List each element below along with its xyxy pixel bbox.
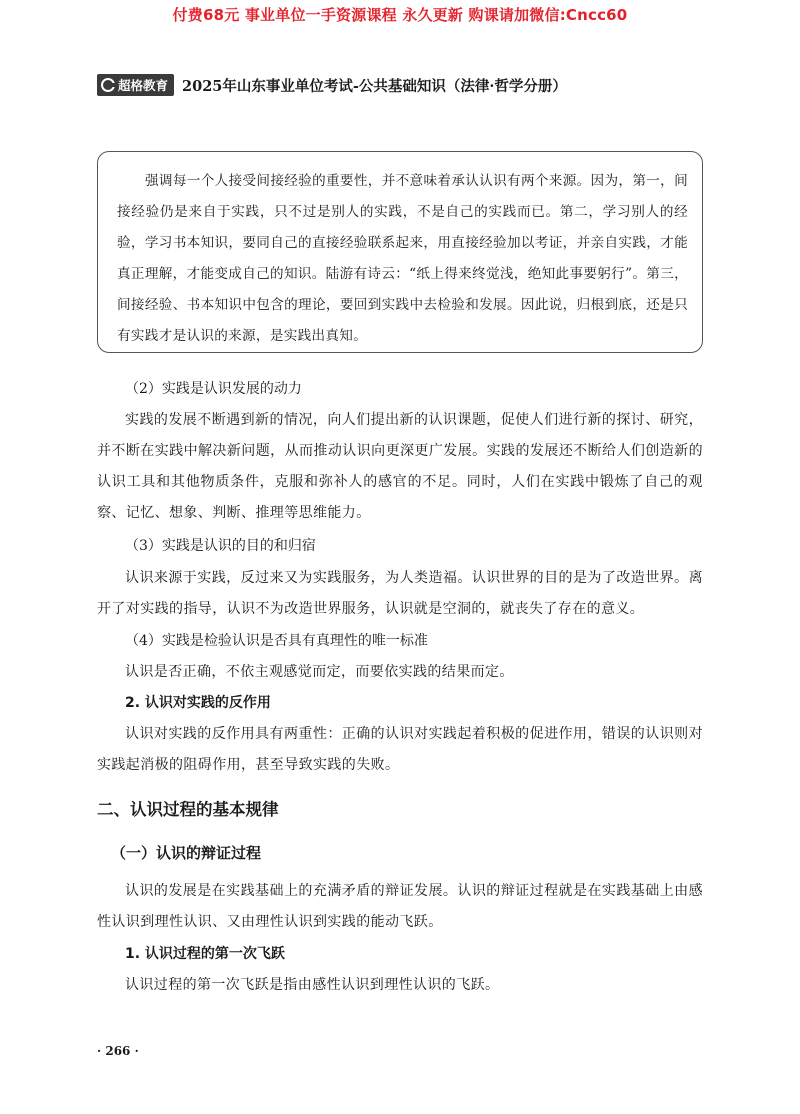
running-title: 2025年山东事业单位考试-公共基础知识（法律·哲学分册） <box>182 77 567 95</box>
paragraph-reaction: 认识对实践的反作用具有两重性：正确的认识对实践起着积极的促进作用，错误的认识则对实践起消极的阻碍作用，甚至导致实践的失败。 <box>97 726 703 773</box>
paragraph-dialectical-process: 认识的发展是在实践基础上的充满矛盾的辩证发展。认识的辩证过程就是在实践基础上由感性认识到理性认识、又由理性认识到实践的能动飞跃。 <box>97 883 703 930</box>
watermark-banner: 付费68元 事业单位一手资源课程 永久更新 购课请加微信:Cncc60 <box>172 6 628 24</box>
page-number: · 266 · <box>97 1044 139 1058</box>
quote-box <box>97 151 703 353</box>
quote-text: 强调每一个人接受间接经验的重要性，并不意味着承认认识有两个来源。因为，第一，间接经验仍是来自于实践，只不过是别人的实践，不是自己的实践而已。第二，学习别人的经验，学习书本知识，要同自己的直接经验联系起来，用直接经验加以考证，并亲自实践，才能真正理解，才能变成自己的知识。陆游有诗云：“纸上得来终觉浅，绝知此事要躬行”。第三，间接经验、书本知识中包含的理论，要回到实践中去检验和发展。因此说，归根到底，还是只有实践才是认识的来源，是实践出真知。 <box>117 173 688 344</box>
paragraph-practice-criterion: 认识是否正确，不依主观感觉而定，而要依实践的结果而定。 <box>125 664 514 680</box>
paragraph-practice-purpose: 认识来源于实践，反过来又为实践服务，为人类造福。认识世界的目的是为了改造世界。离开了对实践的指导，认识不为改造世界服务，认识就是空洞的，就丧失了存在的意义。 <box>97 570 703 617</box>
heading-practice-criterion: （4）实践是检验认识是否具有真理性的唯一标准 <box>125 633 428 649</box>
heading-reaction: 2. 认识对实践的反作用 <box>125 695 271 711</box>
heading-first-leap: 1. 认识过程的第一次飞跃 <box>125 946 285 962</box>
page-header <box>97 74 567 96</box>
logo-c-icon <box>101 78 115 92</box>
subsection-heading: （一）认识的辩证过程 <box>111 844 262 862</box>
logo-text: 超格教育 <box>118 78 169 93</box>
paragraph-first-leap: 认识过程的第一次飞跃是指由感性认识到理性认识的飞跃。 <box>125 977 500 993</box>
heading-practice-driving-force: （2）实践是认识发展的动力 <box>125 381 302 397</box>
publisher-logo <box>97 74 174 96</box>
paragraph-practice-driving-force: 实践的发展不断遇到新的情况，向人们提出新的认识课题，促使人们进行新的探讨、研究，并不断在实践中解决新问题，从而推动认识向更深更广发展。实践的发展还不断给人们创造新的认识工具和其他物质条件，克服和弥补人的感官的不足。同时，人们在实践中锻炼了自己的观察、记忆、想象、判断、推理等思维能力。 <box>97 412 703 521</box>
section-heading: 二、认识过程的基本规律 <box>97 800 279 819</box>
heading-practice-purpose: （3）实践是认识的目的和归宿 <box>125 538 316 554</box>
